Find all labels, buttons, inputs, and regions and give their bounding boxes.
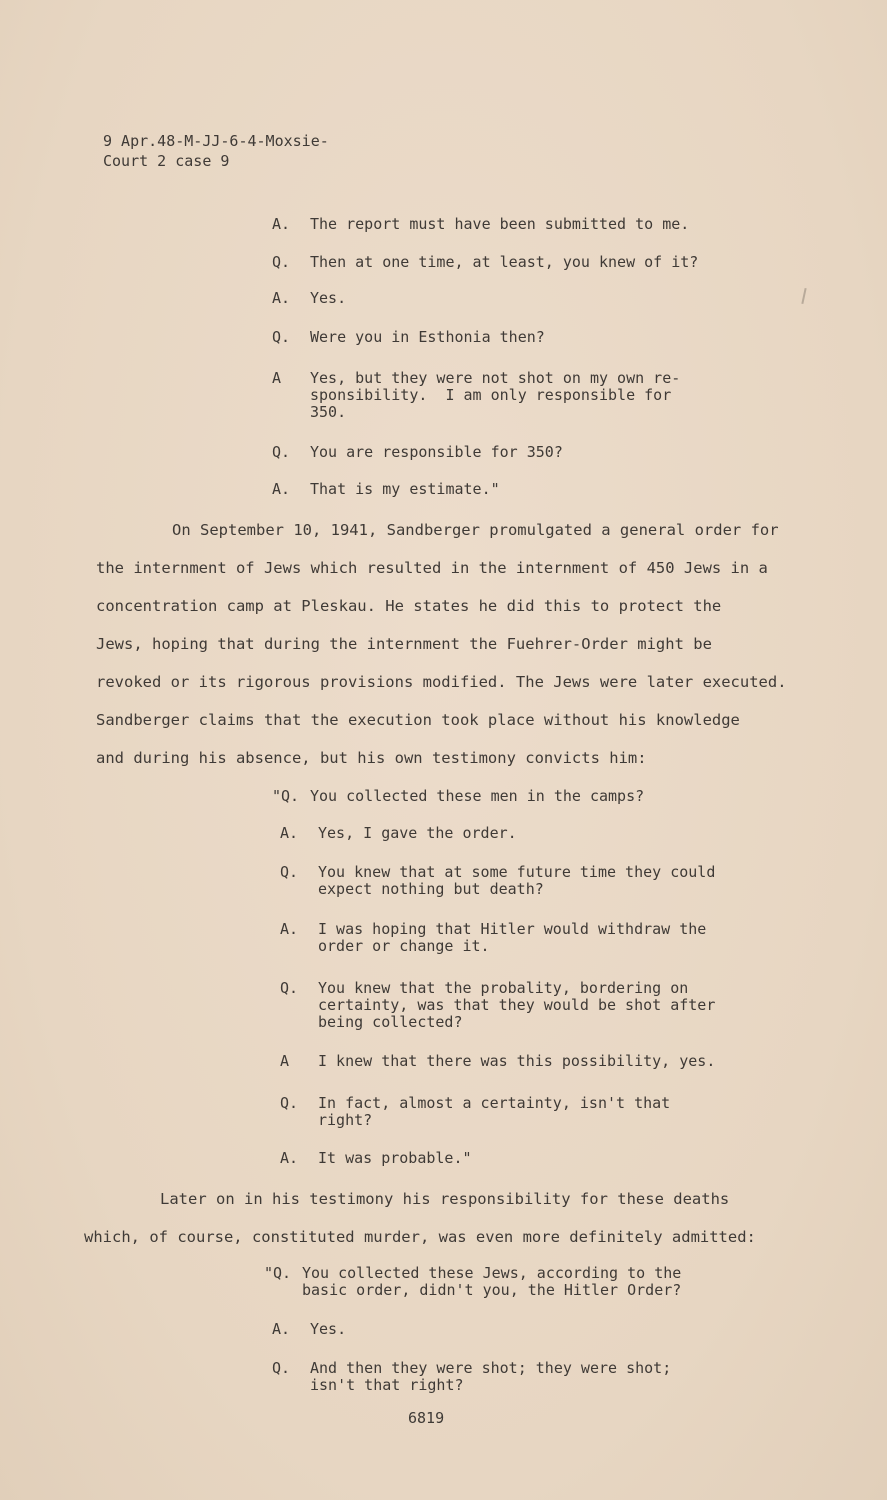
paragraph-line: On September 10, 1941, Sandberger promulgated a general order for (172, 521, 779, 539)
paragraph-line: Jews, hoping that during the internment the Fuehrer-Order might be (96, 635, 712, 653)
stray-mark (801, 288, 806, 304)
qa-label: A. (272, 480, 291, 498)
qa-label: A (272, 369, 282, 387)
qa-text: The report must have been submitted to me. (310, 215, 690, 233)
qa-label: Q. (272, 1359, 291, 1377)
qa-text: Yes. (310, 289, 347, 307)
qa-item (280, 921, 750, 955)
qa-label: "Q. (272, 787, 300, 805)
qa-label: A. (272, 1320, 291, 1338)
qa-item (264, 1265, 734, 1299)
qa-item (280, 980, 750, 1031)
qa-text: Yes, I gave the order. (318, 824, 517, 842)
qa-item (280, 864, 750, 898)
qa-item (272, 254, 742, 271)
qa-label: A. (280, 1149, 299, 1167)
paragraph-line: and during his absence, but his own testimony convicts him: (96, 749, 647, 767)
qa-text: You collected these Jews, according to the basic order, didn't you, the Hitler Order? (302, 1264, 682, 1299)
paragraph-line: Later on in his testimony his responsibility for these deaths (160, 1190, 730, 1208)
body-paragraph (84, 1180, 784, 1256)
qa-text: You knew that the probality, bordering on certainty, was that they would be shot after being collected? (318, 979, 716, 1031)
header-line-1: 9 Apr.48-M-JJ-6-4-Moxsie- (103, 132, 329, 150)
qa-text: You are responsible for 350? (310, 443, 563, 461)
header-line-2: Court 2 case 9 (103, 152, 230, 170)
qa-text: And then they were shot; they were shot; isn't that right? (310, 1359, 672, 1394)
paragraph-line: concentration camp at Pleskau. He states he did this to protect the (96, 597, 722, 615)
qa-item (272, 370, 742, 421)
paragraph-line: revoked or its rigorous provisions modified. The Jews were later executed. (96, 673, 787, 691)
qa-item (272, 444, 742, 461)
qa-item (272, 216, 742, 233)
qa-item (280, 1095, 750, 1129)
qa-label: A. (280, 824, 299, 842)
qa-label: A. (272, 289, 291, 307)
qa-item (272, 1321, 742, 1338)
qa-text: I was hoping that Hitler would withdraw the order or change it. (318, 920, 707, 955)
qa-label: Q. (272, 443, 291, 461)
qa-item (280, 1150, 750, 1167)
qa-text: In fact, almost a certainty, isn't that right? (318, 1094, 671, 1129)
paragraph-line: which, of course, constituted murder, was even more definitely admitted: (84, 1228, 756, 1246)
qa-item (272, 1360, 742, 1394)
qa-label: Q. (280, 979, 299, 997)
qa-label: Q. (280, 863, 299, 881)
qa-label: Q. (272, 328, 291, 346)
qa-label: "Q. (264, 1264, 292, 1282)
paragraph-line: the internment of Jews which resulted in the internment of 450 Jews in a (96, 559, 768, 577)
qa-item (272, 788, 742, 805)
qa-item (280, 825, 750, 842)
qa-text: It was probable." (318, 1149, 472, 1167)
qa-label: A (280, 1052, 290, 1070)
qa-item (272, 290, 742, 307)
paragraph-line: Sandberger claims that the execution took place without his knowledge (96, 711, 740, 729)
qa-label: Q. (272, 253, 291, 271)
qa-item (272, 329, 742, 346)
qa-label: Q. (280, 1094, 299, 1112)
document-header (103, 131, 329, 171)
qa-item (280, 1053, 750, 1070)
qa-item (272, 481, 742, 498)
qa-text: I knew that there was this possibility, yes. (318, 1052, 716, 1070)
qa-text: Then at one time, at least, you knew of it? (310, 253, 699, 271)
qa-text: You collected these men in the camps? (310, 787, 645, 805)
qa-text: Were you in Esthonia then? (310, 328, 545, 346)
qa-label: A. (272, 215, 291, 233)
qa-label: A. (280, 920, 299, 938)
qa-text: Yes. (310, 1320, 347, 1338)
qa-text: You knew that at some future time they could expect nothing but death? (318, 863, 716, 898)
page-number: 6819 (408, 1409, 445, 1427)
qa-text: That is my estimate." (310, 480, 500, 498)
body-paragraph (96, 511, 816, 777)
qa-text: Yes, but they were not shot on my own re- sponsibility. I am only responsible for 350. (310, 369, 681, 421)
